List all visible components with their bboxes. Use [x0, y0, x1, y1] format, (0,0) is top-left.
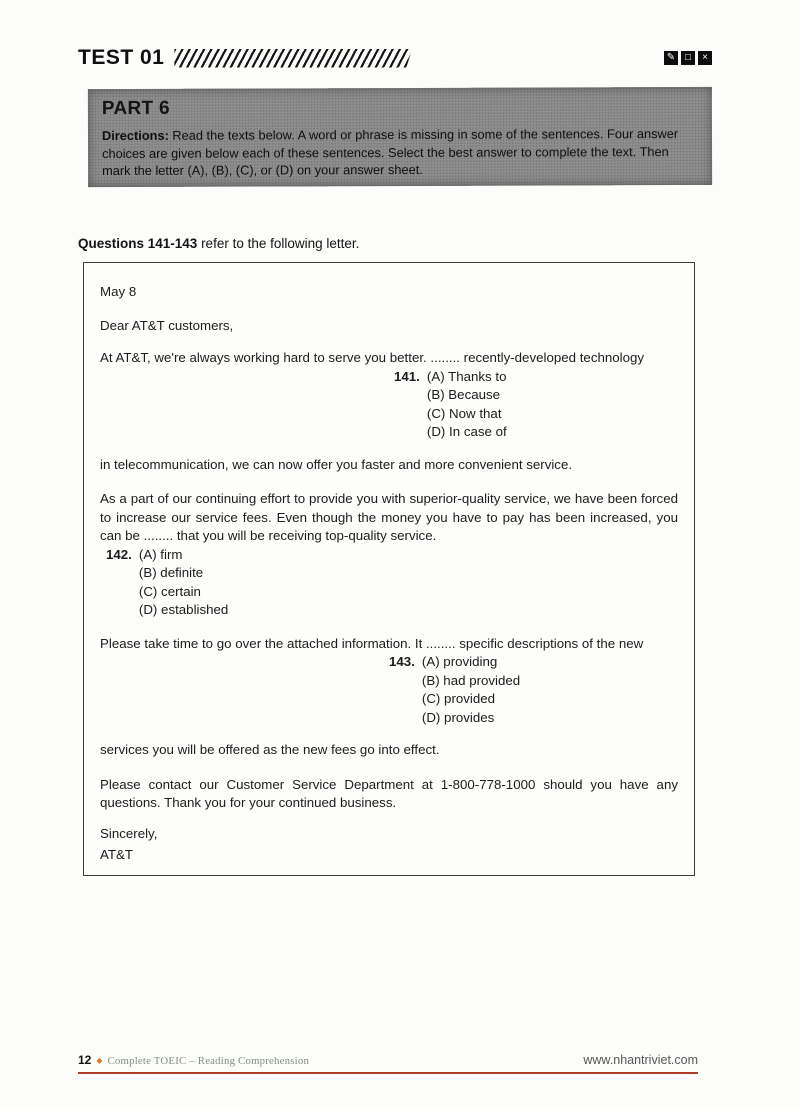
letter-paragraph-2: As a part of our continuing effort to provide you with superior-quality service, we have been forced to increase our service fees. Even though the money you have to pay has been increased, you can be ........ that you will be receiving top-quality service.: [100, 491, 678, 543]
letter-paragraph-3-cont: services you will be offered as the new fees go into effect.: [100, 742, 440, 757]
hatch-decoration: [174, 49, 412, 68]
questions-intro: [78, 236, 359, 251]
choice-142-b: (B) definite: [138, 565, 204, 580]
question-142-choices: [139, 546, 228, 620]
question-141-number: 141.: [394, 368, 420, 384]
question-143-choices: [422, 653, 520, 727]
maximize-icon: □: [681, 51, 695, 65]
choice-141-a: (A) Thanks to: [426, 368, 507, 384]
choice-143-b: (B) had provided: [421, 672, 521, 688]
choice-143-a: (A) providing: [421, 654, 498, 669]
choice-142-c: (C) certain: [138, 583, 201, 599]
choice-142-a: (A) firm: [138, 546, 183, 562]
choice-141-b: (B) Because: [426, 387, 501, 402]
letter-salutation: Dear AT&T customers,: [100, 317, 234, 333]
close-icon: ×: [698, 51, 712, 65]
choice-141-c: (C) Now that: [426, 405, 502, 421]
directions: [102, 125, 698, 180]
question-143: [389, 653, 678, 727]
test-title: TEST 01: [78, 46, 165, 69]
part6-banner: [88, 87, 712, 187]
choice-141-d: (D) In case of: [426, 424, 507, 439]
questions-range: Questions 141-143: [78, 236, 198, 251]
window-icons: [664, 51, 712, 65]
directions-label: Directions:: [101, 127, 169, 144]
part-title: PART 6: [101, 97, 170, 120]
website-url: www.nhantriviet.com: [583, 1053, 698, 1067]
letter-date: May 8: [100, 284, 137, 299]
footer-rule: [78, 1072, 698, 1074]
question-141: [394, 368, 678, 442]
letter-paragraph-4: Please contact our Customer Service Department at 1-800-778-1000 should you have any questions. Thank you for your continued business.: [100, 776, 678, 810]
letter-paragraph-1-cont: in telecommunication, we can now offer you faster and more convenient service.: [100, 456, 573, 472]
question-141-choices: [427, 368, 507, 442]
page-footer: [78, 1053, 698, 1067]
choice-143-c: (C) provided: [421, 691, 496, 706]
question-142: [106, 546, 678, 620]
letter-box: [83, 262, 695, 876]
letter-closing: Sincerely,: [100, 825, 158, 841]
questions-intro-rest: refer to the following letter.: [197, 236, 360, 251]
letter-paragraph-1: At AT&T, we're always working hard to serve you better. ........ recently-developed technology: [100, 350, 645, 365]
footer-left: [78, 1053, 309, 1067]
choice-142-d: (D) established: [138, 602, 229, 617]
page-number: 12: [78, 1053, 92, 1067]
question-143-number: 143.: [389, 654, 415, 669]
choice-143-d: (D) provides: [421, 709, 495, 725]
pencil-icon: ✎: [664, 51, 678, 65]
letter-signature: AT&T: [100, 847, 133, 862]
letter-paragraph-3: Please take time to go over the attached information. It ........ specific descriptions of the new: [100, 635, 644, 651]
page-header: [78, 46, 712, 70]
directions-text: Read the texts below. A word or phrase is missing in some of the sentences. Four answer choices are given below each of these sentences. Select the best answer to complete the text. Then mark the letter (A), (B), (C), or (D) on your answer sheet.: [102, 126, 679, 179]
diamond-icon: ◆: [96, 1056, 103, 1065]
question-142-number: 142.: [106, 546, 132, 562]
book-title: Complete TOEIC – Reading Comprehension: [107, 1055, 310, 1067]
